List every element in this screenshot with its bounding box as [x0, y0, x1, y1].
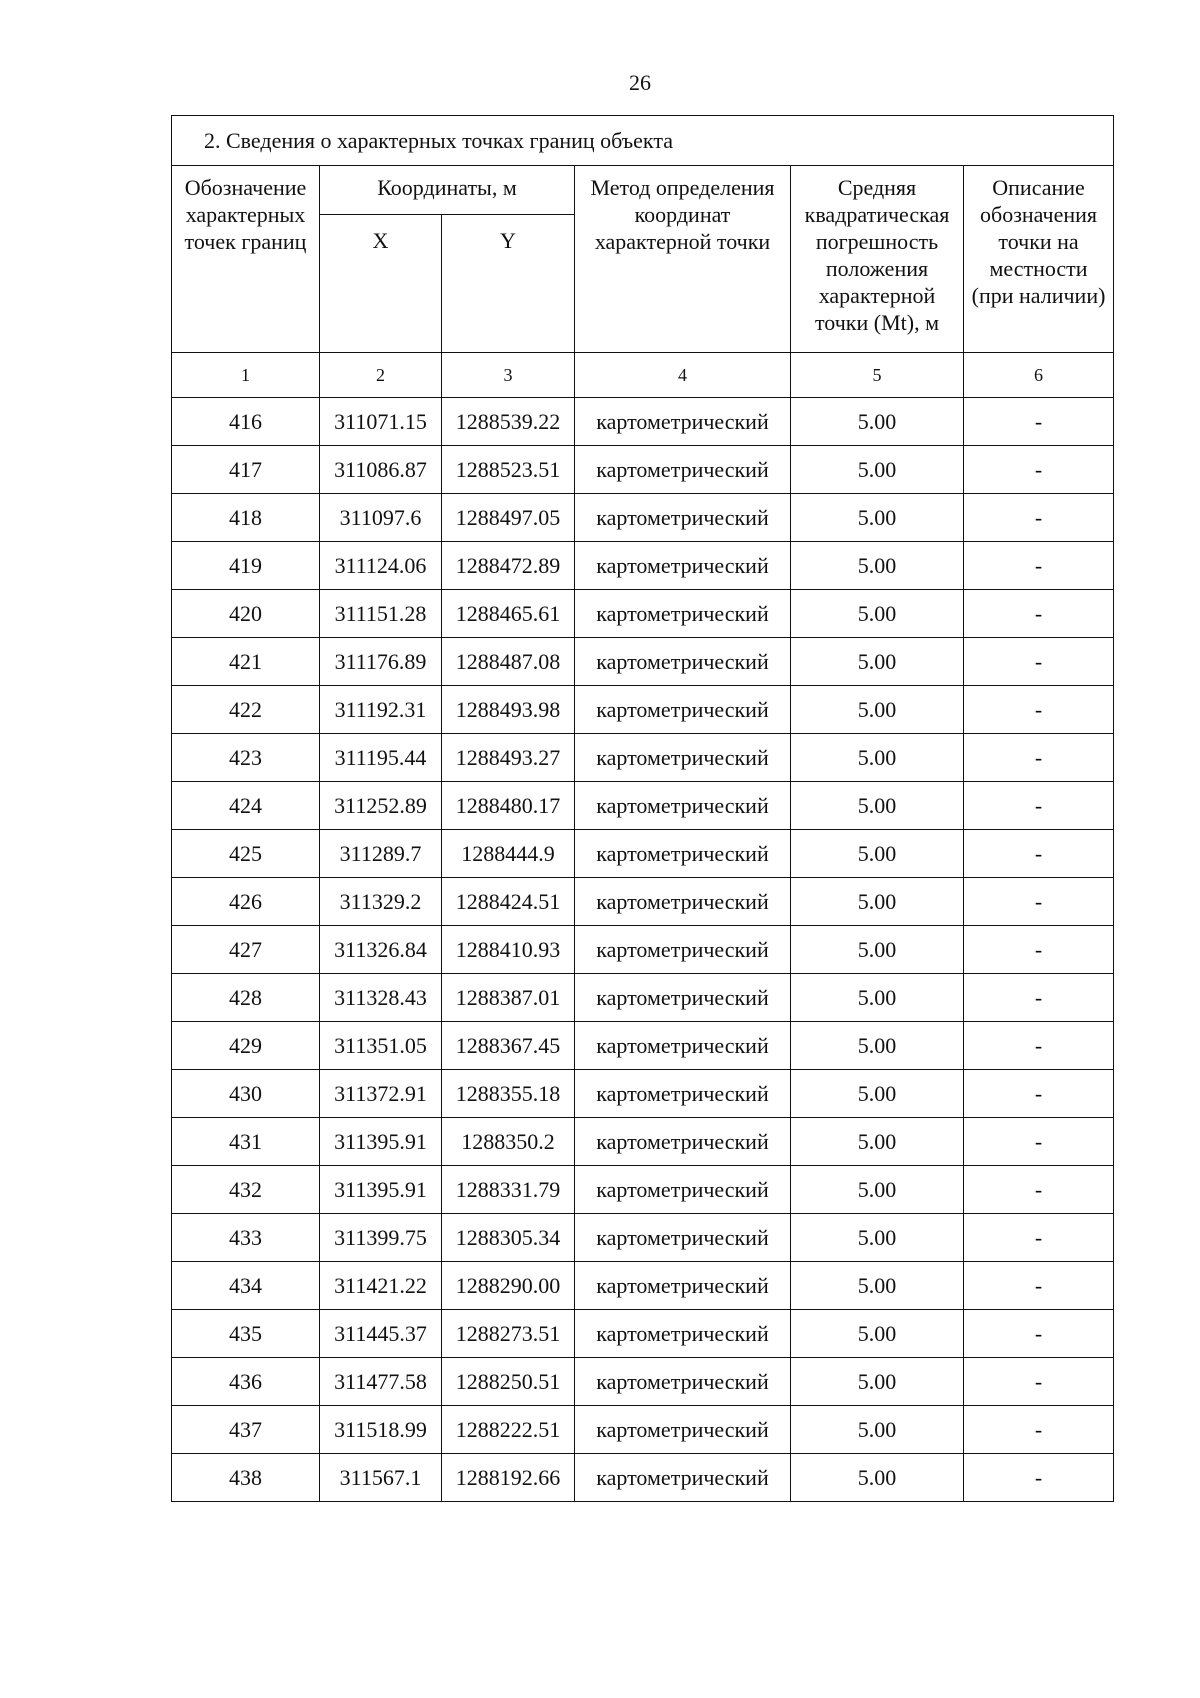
point-number-cell: 432 [172, 1166, 320, 1214]
x-coordinate-cell: 311421.22 [320, 1262, 442, 1310]
y-coordinate-cell: 1288367.45 [442, 1022, 575, 1070]
description-cell: - [964, 1358, 1114, 1406]
x-coordinate-cell: 311445.37 [320, 1310, 442, 1358]
point-number-cell: 429 [172, 1022, 320, 1070]
table-row [172, 830, 1114, 878]
error-cell: 5.00 [791, 590, 964, 638]
x-coordinate-cell: 311372.91 [320, 1070, 442, 1118]
header-x: X [320, 215, 442, 353]
header-method: Метод определения координат характерной точки [575, 166, 791, 353]
error-cell: 5.00 [791, 974, 964, 1022]
y-coordinate-cell: 1288305.34 [442, 1214, 575, 1262]
point-number-cell: 438 [172, 1454, 320, 1502]
table-row [172, 1454, 1114, 1502]
description-cell: - [964, 1118, 1114, 1166]
point-number-cell: 433 [172, 1214, 320, 1262]
description-cell: - [964, 926, 1114, 974]
error-cell: 5.00 [791, 878, 964, 926]
error-cell: 5.00 [791, 734, 964, 782]
error-cell: 5.00 [791, 1358, 964, 1406]
point-number-cell: 421 [172, 638, 320, 686]
y-coordinate-cell: 1288480.17 [442, 782, 575, 830]
description-cell: - [964, 830, 1114, 878]
x-coordinate-cell: 311071.15 [320, 398, 442, 446]
point-number-cell: 430 [172, 1070, 320, 1118]
y-coordinate-cell: 1288497.05 [442, 494, 575, 542]
error-cell: 5.00 [791, 686, 964, 734]
description-cell: - [964, 878, 1114, 926]
point-number-cell: 419 [172, 542, 320, 590]
point-number-cell: 426 [172, 878, 320, 926]
method-cell: картометрический [575, 1358, 791, 1406]
x-coordinate-cell: 311195.44 [320, 734, 442, 782]
y-coordinate-cell: 1288290.00 [442, 1262, 575, 1310]
y-coordinate-cell: 1288222.51 [442, 1406, 575, 1454]
error-cell: 5.00 [791, 926, 964, 974]
table-row [172, 734, 1114, 782]
table-row [172, 638, 1114, 686]
description-cell: - [964, 1022, 1114, 1070]
description-cell: - [964, 1454, 1114, 1502]
description-cell: - [964, 734, 1114, 782]
point-number-cell: 427 [172, 926, 320, 974]
method-cell: картометрический [575, 686, 791, 734]
x-coordinate-cell: 311399.75 [320, 1214, 442, 1262]
point-number-cell: 423 [172, 734, 320, 782]
method-cell: картометрический [575, 398, 791, 446]
description-cell: - [964, 1214, 1114, 1262]
error-cell: 5.00 [791, 638, 964, 686]
error-cell: 5.00 [791, 1406, 964, 1454]
table-row [172, 878, 1114, 926]
error-cell: 5.00 [791, 398, 964, 446]
method-cell: картометрический [575, 1214, 791, 1262]
method-cell: картометрический [575, 590, 791, 638]
description-cell: - [964, 398, 1114, 446]
table-row [172, 1214, 1114, 1262]
x-coordinate-cell: 311477.58 [320, 1358, 442, 1406]
boundary-points-table [171, 115, 1114, 1502]
table-row [172, 686, 1114, 734]
boundary-points-table-wrapper [171, 115, 1113, 1502]
table-row [172, 1166, 1114, 1214]
description-cell: - [964, 1262, 1114, 1310]
table-row [172, 1022, 1114, 1070]
x-coordinate-cell: 311097.6 [320, 494, 442, 542]
error-cell: 5.00 [791, 494, 964, 542]
y-coordinate-cell: 1288250.51 [442, 1358, 575, 1406]
y-coordinate-cell: 1288493.27 [442, 734, 575, 782]
header-y: Y [442, 215, 575, 353]
point-number-cell: 420 [172, 590, 320, 638]
x-coordinate-cell: 311124.06 [320, 542, 442, 590]
point-number-cell: 422 [172, 686, 320, 734]
y-coordinate-cell: 1288493.98 [442, 686, 575, 734]
table-row [172, 398, 1114, 446]
y-coordinate-cell: 1288539.22 [442, 398, 575, 446]
method-cell: картометрический [575, 974, 791, 1022]
y-coordinate-cell: 1288465.61 [442, 590, 575, 638]
table-row [172, 926, 1114, 974]
table-row [172, 1406, 1114, 1454]
table-row [172, 1070, 1114, 1118]
error-cell: 5.00 [791, 1118, 964, 1166]
point-number-cell: 436 [172, 1358, 320, 1406]
column-number: 1 [172, 353, 320, 398]
point-number-cell: 434 [172, 1262, 320, 1310]
method-cell: картометрический [575, 926, 791, 974]
x-coordinate-cell: 311395.91 [320, 1118, 442, 1166]
x-coordinate-cell: 311395.91 [320, 1166, 442, 1214]
x-coordinate-cell: 311086.87 [320, 446, 442, 494]
table-row [172, 974, 1114, 1022]
table-body [172, 398, 1114, 1502]
x-coordinate-cell: 311289.7 [320, 830, 442, 878]
method-cell: картометрический [575, 542, 791, 590]
method-cell: картометрический [575, 1310, 791, 1358]
point-number-cell: 417 [172, 446, 320, 494]
method-cell: картометрический [575, 830, 791, 878]
table-row [172, 782, 1114, 830]
header-error: Средняя квадратическая погрешность положения характерной точки (Mt), м [791, 166, 964, 353]
point-number-cell: 416 [172, 398, 320, 446]
x-coordinate-cell: 311518.99 [320, 1406, 442, 1454]
point-number-cell: 424 [172, 782, 320, 830]
table-row [172, 1262, 1114, 1310]
x-coordinate-cell: 311176.89 [320, 638, 442, 686]
error-cell: 5.00 [791, 830, 964, 878]
error-cell: 5.00 [791, 542, 964, 590]
error-cell: 5.00 [791, 1262, 964, 1310]
description-cell: - [964, 1166, 1114, 1214]
method-cell: картометрический [575, 494, 791, 542]
column-numbers-row [172, 353, 1114, 398]
error-cell: 5.00 [791, 782, 964, 830]
method-cell: картометрический [575, 734, 791, 782]
table-row [172, 1118, 1114, 1166]
error-cell: 5.00 [791, 1454, 964, 1502]
y-coordinate-cell: 1288350.2 [442, 1118, 575, 1166]
description-cell: - [964, 494, 1114, 542]
x-coordinate-cell: 311326.84 [320, 926, 442, 974]
header-description: Описание обозначения точки на местности (при наличии) [964, 166, 1114, 353]
method-cell: картометрический [575, 446, 791, 494]
method-cell: картометрический [575, 1166, 791, 1214]
column-number: 3 [442, 353, 575, 398]
method-cell: картометрический [575, 782, 791, 830]
description-cell: - [964, 1070, 1114, 1118]
table-row [172, 590, 1114, 638]
y-coordinate-cell: 1288523.51 [442, 446, 575, 494]
y-coordinate-cell: 1288387.01 [442, 974, 575, 1022]
y-coordinate-cell: 1288410.93 [442, 926, 575, 974]
error-cell: 5.00 [791, 1214, 964, 1262]
y-coordinate-cell: 1288273.51 [442, 1310, 575, 1358]
header-coordinates: Координаты, м [320, 166, 575, 215]
point-number-cell: 435 [172, 1310, 320, 1358]
description-cell: - [964, 1310, 1114, 1358]
y-coordinate-cell: 1288331.79 [442, 1166, 575, 1214]
y-coordinate-cell: 1288355.18 [442, 1070, 575, 1118]
point-number-cell: 418 [172, 494, 320, 542]
y-coordinate-cell: 1288192.66 [442, 1454, 575, 1502]
error-cell: 5.00 [791, 1070, 964, 1118]
table-row [172, 1358, 1114, 1406]
x-coordinate-cell: 311151.28 [320, 590, 442, 638]
description-cell: - [964, 542, 1114, 590]
column-number: 5 [791, 353, 964, 398]
error-cell: 5.00 [791, 446, 964, 494]
y-coordinate-cell: 1288487.08 [442, 638, 575, 686]
point-number-cell: 431 [172, 1118, 320, 1166]
point-number-cell: 437 [172, 1406, 320, 1454]
page-number: 26 [629, 70, 651, 95]
x-coordinate-cell: 311328.43 [320, 974, 442, 1022]
column-number: 4 [575, 353, 791, 398]
method-cell: картометрический [575, 1070, 791, 1118]
table-row [172, 446, 1114, 494]
y-coordinate-cell: 1288472.89 [442, 542, 575, 590]
description-cell: - [964, 1406, 1114, 1454]
method-cell: картометрический [575, 1406, 791, 1454]
table-row [172, 1310, 1114, 1358]
description-cell: - [964, 974, 1114, 1022]
point-number-cell: 425 [172, 830, 320, 878]
error-cell: 5.00 [791, 1022, 964, 1070]
method-cell: картометрический [575, 1454, 791, 1502]
method-cell: картометрический [575, 1118, 791, 1166]
method-cell: картометрический [575, 1262, 791, 1310]
column-number: 6 [964, 353, 1114, 398]
error-cell: 5.00 [791, 1310, 964, 1358]
column-number: 2 [320, 353, 442, 398]
y-coordinate-cell: 1288444.9 [442, 830, 575, 878]
x-coordinate-cell: 311192.31 [320, 686, 442, 734]
description-cell: - [964, 590, 1114, 638]
x-coordinate-cell: 311252.89 [320, 782, 442, 830]
method-cell: картометрический [575, 638, 791, 686]
header-designation: Обозначение характерных точек границ [172, 166, 320, 353]
y-coordinate-cell: 1288424.51 [442, 878, 575, 926]
x-coordinate-cell: 311329.2 [320, 878, 442, 926]
method-cell: картометрический [575, 1022, 791, 1070]
description-cell: - [964, 638, 1114, 686]
section-title: 2. Сведения о характерных точках границ объекта [172, 116, 1114, 166]
description-cell: - [964, 446, 1114, 494]
description-cell: - [964, 686, 1114, 734]
table-row [172, 542, 1114, 590]
point-number-cell: 428 [172, 974, 320, 1022]
x-coordinate-cell: 311351.05 [320, 1022, 442, 1070]
x-coordinate-cell: 311567.1 [320, 1454, 442, 1502]
method-cell: картометрический [575, 878, 791, 926]
table-row [172, 494, 1114, 542]
description-cell: - [964, 782, 1114, 830]
error-cell: 5.00 [791, 1166, 964, 1214]
